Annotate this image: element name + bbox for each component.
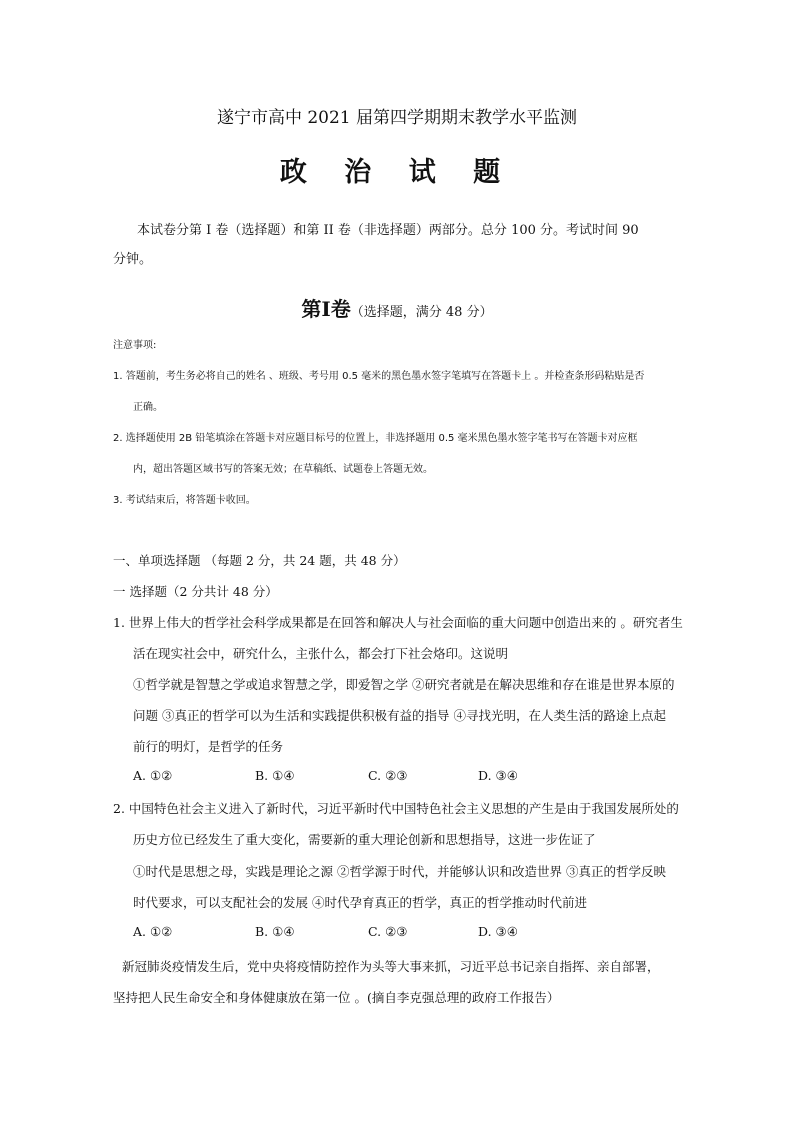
note-2-line-1: 2. 选择题使用 2B 铅笔填涂在答题卡对应题目标号的位置上，非选择题用 0.5 毫米黑色墨水签字笔书写在答题卡对应框	[113, 433, 638, 444]
q1-option-c: C. ②③	[368, 768, 408, 783]
q2-option-b: B. ①④	[255, 924, 295, 939]
q1-line-4: 问题 ③真正的哲学可以为生活和实践提供积极有益的指导 ④寻找光明，在人类生活的路途上点起	[133, 708, 666, 723]
note-2-line-2: 内，超出答题区域书写的答案无效；在草稿纸、试题卷上答题无效。	[133, 464, 433, 475]
part-one-note: （选择题，满分 48 分）	[350, 305, 493, 320]
notes-heading: 注意事项:	[113, 340, 157, 351]
q1-line-2: 活在现实社会中，研究什么，主张什么，都会打下社会烙印。这说明	[133, 646, 509, 661]
q2-line-3: ①时代是思想之母，实践是理论之源 ②哲学源于时代，并能够认识和改造世界 ③真正的哲学反映	[133, 864, 666, 879]
section-heading-2: 一 选择题（2 分共计 48 分）	[113, 584, 278, 599]
section-heading-1: 一、单项选择题 （每题 2 分，共 24 题，共 48 分）	[113, 553, 406, 568]
intro-line-2: 分钟。	[113, 252, 153, 267]
part-one-title	[0, 293, 794, 322]
q1-line-5: 前行的明灯，是哲学的任务	[133, 739, 284, 754]
note-1-line-2: 正确。	[133, 402, 163, 413]
subject-title: 政 治 试 题	[279, 157, 515, 188]
note-3-line-1: 3. 考试结束后，将答题卡收回。	[113, 495, 256, 506]
passage-line-1: 新冠肺炎疫情发生后，党中央将疫情防控作为头等大事来抓，习近平总书记亲自指挥、亲自部署，	[122, 959, 660, 974]
passage-line-2: 坚持把人民生命安全和身体健康放在第一位 。(摘自李克强总理的政府工作报告）	[113, 990, 560, 1005]
q1-line-3: ①哲学就是智慧之学或追求智慧之学，即爱智之学 ②研究者就是在解决思维和存在谁是世界本原的	[133, 677, 675, 692]
q1-option-a: A. ①②	[133, 768, 173, 783]
q2-option-a: A. ①②	[133, 924, 173, 939]
q2-line-4: 时代要求，可以支配社会的发展 ④时代孕育真正的哲学，真正的哲学推动时代前进	[133, 895, 587, 910]
q2-option-d: D. ③④	[478, 924, 518, 939]
q2-line-2: 历史方位已经发生了重大变化，需要新的重大理论创新和思想指导，这进一步佐证了	[133, 832, 596, 847]
note-1-line-1: 1. 答题前，考生务必将自己的姓名 、班级、考号用 0.5 毫米的黑色墨水签字笔填写在答题卡上 。并检查条形码粘贴是否	[113, 371, 645, 382]
q1-option-b: B. ①④	[255, 768, 295, 783]
part-one-label: 第Ⅰ卷	[301, 297, 351, 321]
q1-line-1: 1. 世界上伟大的哲学社会科学成果都是在回答和解决人与社会面临的重大问题中创造出来的 。研究者生	[113, 615, 683, 630]
q2-line-1: 2. 中国特色社会主义进入了新时代，习近平新时代中国特色社会主义思想的产生是由于我国发展所处的	[113, 801, 679, 816]
intro-line-1: 本试卷分第 I 卷（选择题）和第 II 卷（非选择题）两部分。总分 100 分。考试时间 90	[137, 223, 639, 238]
q2-option-c: C. ②③	[368, 924, 408, 939]
q1-option-d: D. ③④	[478, 768, 518, 783]
exam-header-title: 遂宁市高中 2021 届第四学期期末教学水平监测	[216, 108, 578, 128]
